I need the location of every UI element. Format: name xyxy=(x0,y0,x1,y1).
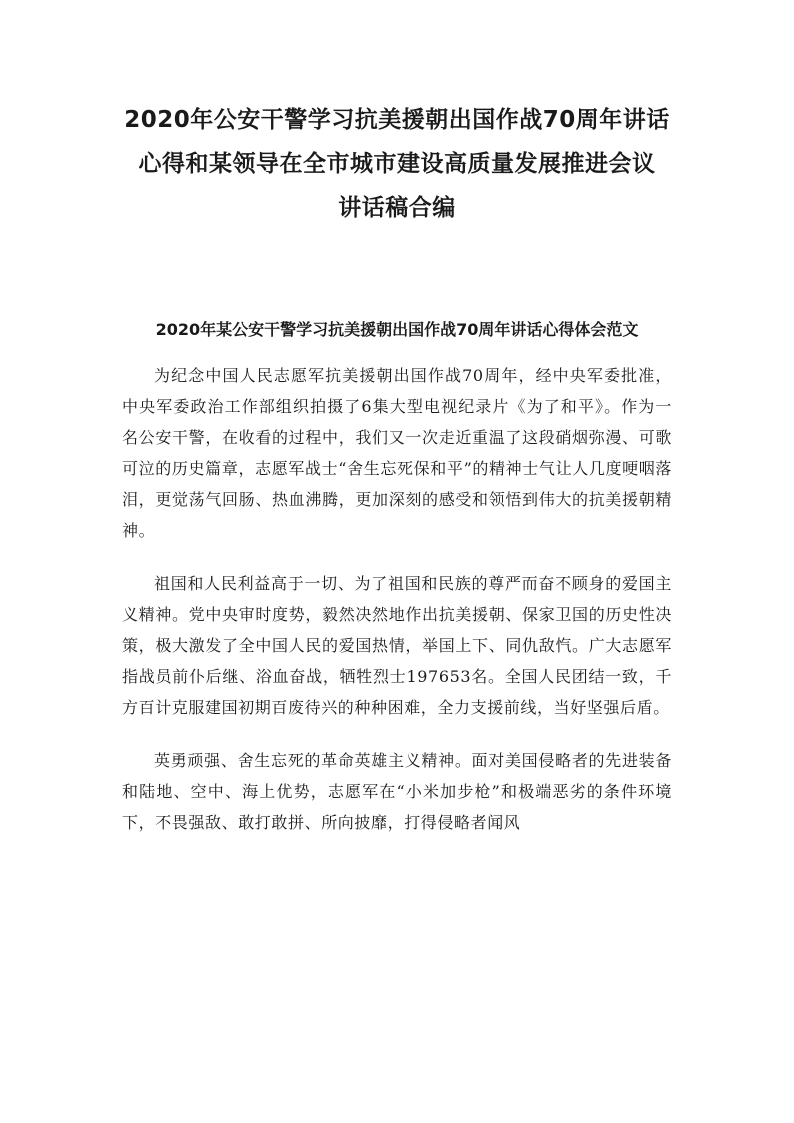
section-title: 2020年某公安干警学习抗美援朝出国作战70周年讲话心得体会范文 xyxy=(155,320,639,339)
document-title-line: 心得和某领导在全市城市建设高质量发展推进会议 xyxy=(138,151,656,177)
body-text xyxy=(122,360,672,838)
document-title-line: 讲话稿合编 xyxy=(338,195,456,221)
paragraph: 祖国和人民利益高于一切、为了祖国和民族的尊严而奋不顾身的爱国主义精神。党中央审时度势，毅然决然地作出抗美援朝、保家卫国的历史性决策，极大激发了全中国人民的爱国热情，举国上下、同仇敌忾。广大志愿军指战员前仆后继、浴血奋战，牺牲烈士197653名。全国人民团结一致，千方百计克服建国初期百废待兴的种种困难，全力支援前线，当好坚强后盾。 xyxy=(122,574,672,717)
document-title-line: 2020年公安干警学习抗美援朝出国作战70周年讲话 xyxy=(124,107,670,133)
paragraph: 英勇顽强、舍生忘死的革命英雄主义精神。面对美国侵略者的先进装备和陆地、空中、海上优势，志愿军在“小米加步枪”和极端恶劣的条件环境下，不畏强敌、敢打敢拼、所向披靡，打得侵略者闻风 xyxy=(122,751,672,832)
document-title xyxy=(122,98,672,230)
paragraph: 为纪念中国人民志愿军抗美援朝出国作战70周年，经中央军委批准，中央军委政治工作部组织拍摄了6集大型电视纪录片《为了和平》。作为一名公安干警，在收看的过程中，我们又一次走近重温了这段硝烟弥漫、可歌可泣的历史篇章，志愿军战士“舍生忘死保和平”的精神士气让人几度哽咽落泪，更觉荡气回肠、热血沸腾，更加深刻的感受和领悟到伟大的抗美援朝精神。 xyxy=(122,366,672,540)
